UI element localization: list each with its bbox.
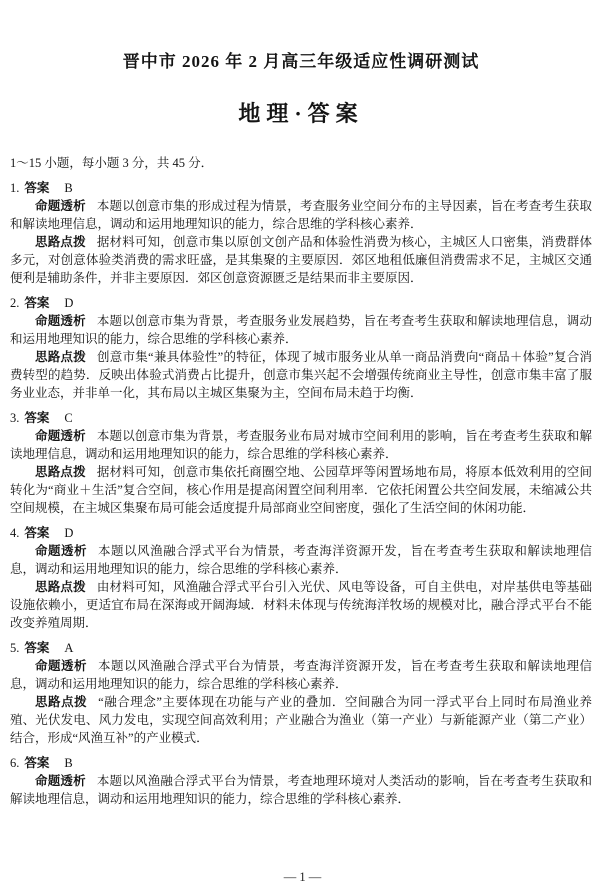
exam-title: 晋中市 2026 年 2 月高三年级适应性调研测试 <box>122 52 480 71</box>
analysis-label: 命题透析 <box>35 314 86 328</box>
tips-paragraph <box>10 348 592 402</box>
analysis-paragraph <box>10 772 592 808</box>
question-number: 5. <box>10 641 20 655</box>
page-number: — 1 — <box>283 870 322 884</box>
tips-text: “融合理念”主要体现在功能与产业的叠加．空间融合为同一浮式平台上同时布局渔业养殖、光伏发电、风力发电，实现空间高效利用；产业融合为渔业（第一产业）与新能源产业（第二产业）结合，形成“风渔互补”的产业模式． <box>10 695 592 745</box>
analysis-paragraph <box>10 312 592 348</box>
answer-value: B <box>64 181 74 195</box>
answer-label: 答案 <box>24 756 50 770</box>
analysis-text: 本题以创意市集的形成过程为情景，考查服务业空间分布的主导因素，旨在考查考生获取和解读地理信息，调动和运用地理知识的能力，综合思维的学科核心素养． <box>10 199 592 231</box>
answer-label: 答案 <box>24 411 50 425</box>
analysis-paragraph <box>10 657 592 693</box>
answer-line <box>10 409 592 427</box>
analysis-paragraph <box>10 427 592 463</box>
analysis-label: 命题透析 <box>35 544 88 558</box>
scoring-note: 1～15 小题，每小题 3 分，共 45 分． <box>10 156 214 170</box>
answer-line <box>10 294 592 312</box>
answer-label: 答案 <box>24 181 50 195</box>
analysis-label: 命题透析 <box>35 774 86 788</box>
answer-line <box>10 639 592 657</box>
analysis-text: 本题以创意市集为背景，考查服务业发展趋势，旨在考查考生获取和解读地理信息，调动和运用地理知识的能力，综合思维的学科核心素养． <box>10 314 592 346</box>
answer-label: 答案 <box>24 296 50 310</box>
tips-text: 由材料可知，风渔融合浮式平台引入光伏、风电等设备，可自主供电，对岸基供电等基础设施依赖小，更适宜布局在深海或开阔海域．材料未体现与传统海洋牧场的规模对比，融合浮式平台不能改变养殖周期． <box>10 580 592 630</box>
tips-label: 思路点拨 <box>35 465 86 479</box>
answer-item-6 <box>10 754 592 808</box>
tips-label: 思路点拨 <box>35 695 88 709</box>
tips-text: 创意市集“兼具体验性”的特征，体现了城市服务业从单一商品消费向“商品＋体验”复合消费转型的趋势．反映出体验式消费占比提升，创意市集兴起不会增强传统商业主导性，创意市集丰富了服务业业态，并非单一化，其布局以主城区集聚为主，空间布局未趋于均衡． <box>10 350 592 400</box>
subject-answers-heading: 地理·答案 <box>238 101 364 126</box>
answer-item-1 <box>10 179 592 287</box>
analysis-label: 命题透析 <box>35 199 86 213</box>
answer-item-4 <box>10 524 592 632</box>
analysis-paragraph <box>10 197 592 233</box>
tips-text: 据材料可知，创意市集依托商圈空地、公园草坪等闲置场地布局，将原本低效利用的空间转化为“商业＋生活”复合空间，核心作用是提高闲置空间利用率．它依托闲置公共空间发展，未缩减公共空间规模，在主城区集聚布局可能会适度提升局部商业空间密度，强化了生活空间的休闲功能． <box>10 465 592 515</box>
answer-value: B <box>64 756 74 770</box>
analysis-text: 本题以风渔融合浮式平台为情景，考查地理环境对人类活动的影响，旨在考查考生获取和解读地理信息，调动和运用地理知识的能力，综合思维的学科核心素养． <box>10 774 592 806</box>
tips-text: 据材料可知，创意市集以原创文创产品和体验性消费为核心，主城区人口密集，消费群体多元，对创意体验类消费的需求旺盛，是其集聚的主要原因．郊区地租低廉但消费需求不足，主城区交通便利是辅助条件，并非主要原因．郊区创意资源匮乏是结果而非主要原因． <box>10 235 592 285</box>
answer-item-5 <box>10 639 592 747</box>
answer-label: 答案 <box>24 641 50 655</box>
answer-label: 答案 <box>24 526 50 540</box>
analysis-text: 本题以风渔融合浮式平台为情景，考查海洋资源开发，旨在考查考生获取和解读地理信息，调动和运用地理知识的能力，综合思维的学科核心素养． <box>10 544 592 576</box>
analysis-paragraph <box>10 542 592 578</box>
answer-value: A <box>64 641 74 655</box>
question-number: 6. <box>10 756 20 770</box>
tips-label: 思路点拨 <box>35 580 86 594</box>
answer-value: C <box>64 411 74 425</box>
analysis-text: 本题以创意市集为背景，考查服务业布局对城市空间利用的影响，旨在考查考生获取和解读地理信息，调动和运用地理知识的能力，综合思维的学科核心素养． <box>10 429 592 461</box>
question-number: 3. <box>10 411 20 425</box>
tips-paragraph <box>10 693 592 747</box>
answer-value: D <box>64 296 74 310</box>
analysis-label: 命题透析 <box>35 659 88 673</box>
question-number: 2. <box>10 296 20 310</box>
answer-line <box>10 524 592 542</box>
question-number: 1. <box>10 181 20 195</box>
tips-paragraph <box>10 578 592 632</box>
answer-line <box>10 179 592 197</box>
tips-paragraph <box>10 233 592 287</box>
answer-item-3 <box>10 409 592 517</box>
tips-label: 思路点拨 <box>35 350 87 364</box>
answer-line <box>10 754 592 772</box>
analysis-text: 本题以风渔融合浮式平台为情景，考查海洋资源开发，旨在考查考生获取和解读地理信息，调动和运用地理知识的能力，综合思维的学科核心素养． <box>10 659 592 691</box>
tips-label: 思路点拨 <box>35 235 86 249</box>
answer-item-2 <box>10 294 592 402</box>
analysis-label: 命题透析 <box>35 429 86 443</box>
question-number: 4. <box>10 526 20 540</box>
answer-value: D <box>64 526 74 540</box>
tips-paragraph <box>10 463 592 517</box>
